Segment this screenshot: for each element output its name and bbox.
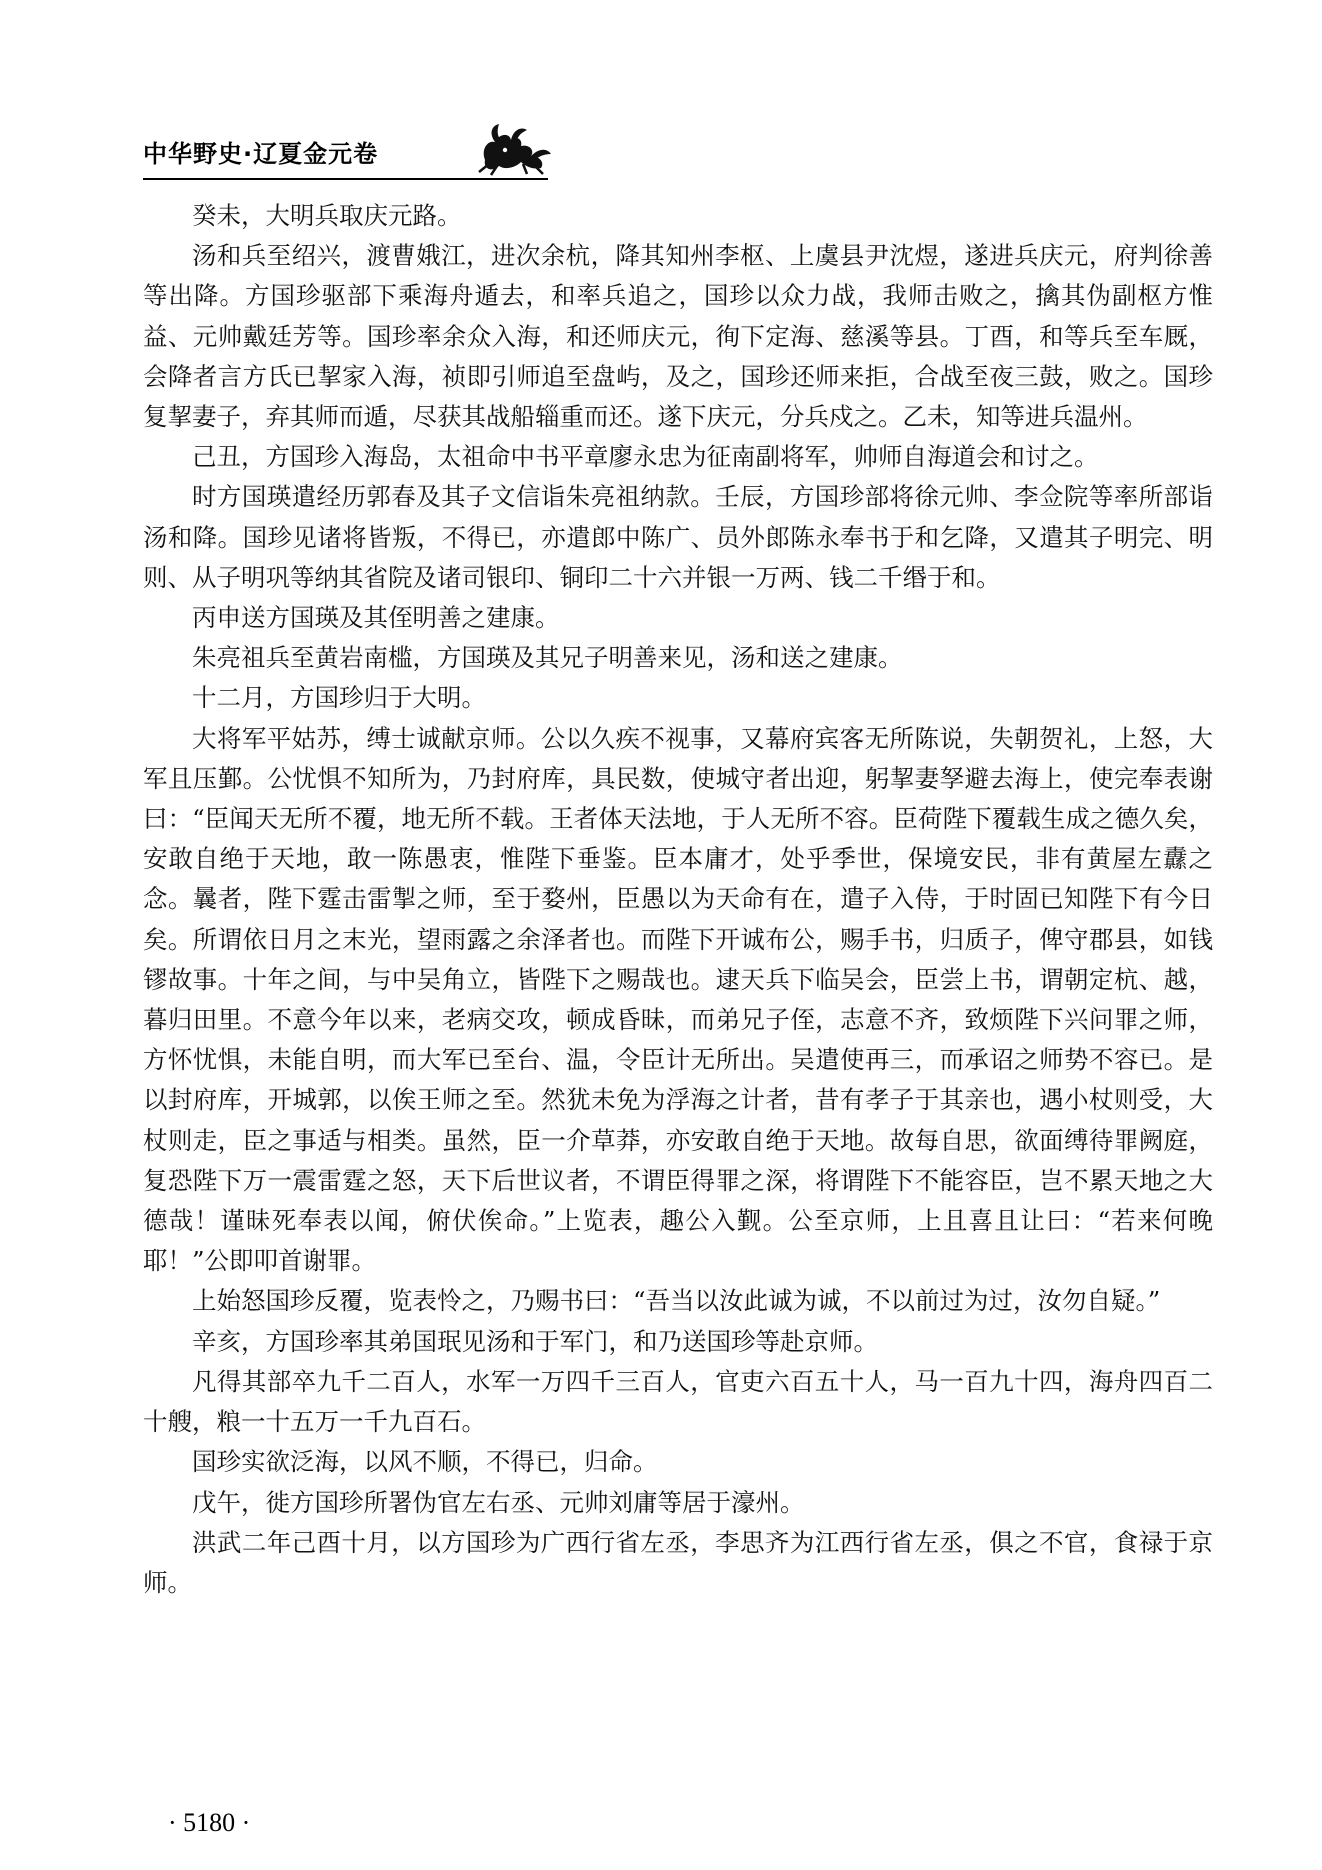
book-title: 中华野史·辽夏金元卷 <box>143 140 379 168</box>
paragraph: 上始怒国珍反覆，览表怜之，乃赐书曰：“吾当以汝此诚为诚，不以前过为过，汝勿自疑。” <box>192 1286 1161 1316</box>
paragraph: 凡得其部卒九千二百人，水军一万四千三百人，官吏六百五十人，马一百九十四，海舟四百二十艘，粮一十五万一千九百石。 <box>143 1366 1213 1437</box>
paragraph: 汤和兵至绍兴，渡曹娥江，进次余杭，降其知州李枢、上虞县尹沈煜，遂进兵庆元，府判徐善等出降。方国珍驱部下乘海舟遁去，和率兵追之，国珍以众力战，我师击败之，擒其伪副枢方惟益、元帅戴廷芳等。国珍率余众入海，和还师庆元，徇下定海、慈溪等县。丁酉，和等兵至车厩，会降者言方氏已挈家入海，祯即引师追至盘屿，及之，国珍还师来拒，合战至夜三鼓，败之。国珍复挈妻子，弃其师而遁，尽获其战船辎重而还。遂下庆元，分兵戍之。乙未，知等进兵温州。 <box>143 241 1213 432</box>
paragraph: 朱亮祖兵至黄岩南槛，方国瑛及其兄子明善来见，汤和送之建康。 <box>192 643 903 673</box>
running-header <box>143 120 553 180</box>
paragraph: 戊午，徙方国珍所署伪官左右丞、元帅刘庸等居于濠州。 <box>192 1487 805 1517</box>
body-text <box>143 196 1213 1603</box>
paragraph: 时方国瑛遣经历郭春及其子文信诣朱亮祖纳款。壬辰，方国珍部将徐元帅、李佥院等率所部诣汤和降。国珍见诸将皆叛，不得已，亦遣郎中陈广、员外郎陈永奉书于和乞降，又遣其子明完、明则、从子明巩等纳其省院及诸司银印、铜印二十六并银一万两、钱二千缗于和。 <box>143 482 1213 592</box>
paragraph: 洪武二年己酉十月，以方国珍为广西行省左丞，李思齐为江西行省左丞，俱之不官，食禄于京师。 <box>143 1527 1213 1597</box>
paragraph: 丙申送方国瑛及其侄明善之建康。 <box>192 603 560 633</box>
paragraph: 辛亥，方国珍率其弟国珉见汤和于军门，和乃送国珍等赴京师。 <box>192 1326 878 1356</box>
dragon-icon <box>475 120 553 176</box>
header-rule <box>143 178 548 180</box>
paragraph: 大将军平姑苏，缚士诚献京师。公以久疾不视事，又幕府宾客无所陈说，失朝贺礼，上怒，大军且压鄞。公忧惧不知所为，乃封府库，具民数，使城守者出迎，躬挈妻孥避去海上，使完奉表谢曰：“臣闻天无所不覆，地无所不载。王者体天法地，于人无所不容。臣荷陛下覆载生成之德久矣，安敢自绝于天地，敢一陈愚衷，惟陛下垂鉴。臣本庸才，处乎季世，保境安民，非有黄屋左纛之念。曩者，陛下霆击雷掣之师，至于婺州，臣愚以为天命有在，遣子入侍，于时固已知陛下有今日矣。所谓依日月之末光，望雨露之余泽者也。而陛下开诚布公，赐手书，归质子，俾守郡县，如钱镠故事。十年之间，与中吴角立，皆陛下之赐哉也。逮天兵下临吴会，臣尝上书，谓朝定杭、越，暮归田里。不意今年以来，老病交攻，顿成昏昧，而弟兄子侄，志意不齐，致烦陛下兴问罪之师，方怀忧惧，未能自明，而大军已至台、温，令臣计无所出。吴遣使再三，而承诏之师势不容已。是以封府库，开城郭，以俟王师之至。然犹未免为浮海之计者，昔有孝子于其亲也，遇小杖则受，大杖则走，臣之事适与相类。虽然，臣一介草莽，亦安敢自绝于天地。故每自思，欲面缚待罪阙庭，复恐陛下万一震雷霆之怒，天下后世议者，不谓臣得罪之深，将谓陛下不能容臣，岂不累天地之大德哉！谨昧死奉表以闻，俯伏俟命。”上览表，趣公入觐。公至京师，上且喜且让曰：“若来何晚耶！”公即叩首谢罪。 <box>143 723 1213 1276</box>
paragraph: 癸未，大明兵取庆元路。 <box>192 201 462 230</box>
paragraph: 己丑，方国珍入海岛，太祖命中书平章廖永忠为征南副将军，帅师自海道会和讨之。 <box>192 442 1099 472</box>
paragraph: 国珍实欲泛海，以风不顺，不得已，归命。 <box>192 1447 658 1477</box>
paragraph: 十二月，方国珍归于大明。 <box>192 683 486 713</box>
page-number: · 5180 · <box>168 1808 251 1837</box>
